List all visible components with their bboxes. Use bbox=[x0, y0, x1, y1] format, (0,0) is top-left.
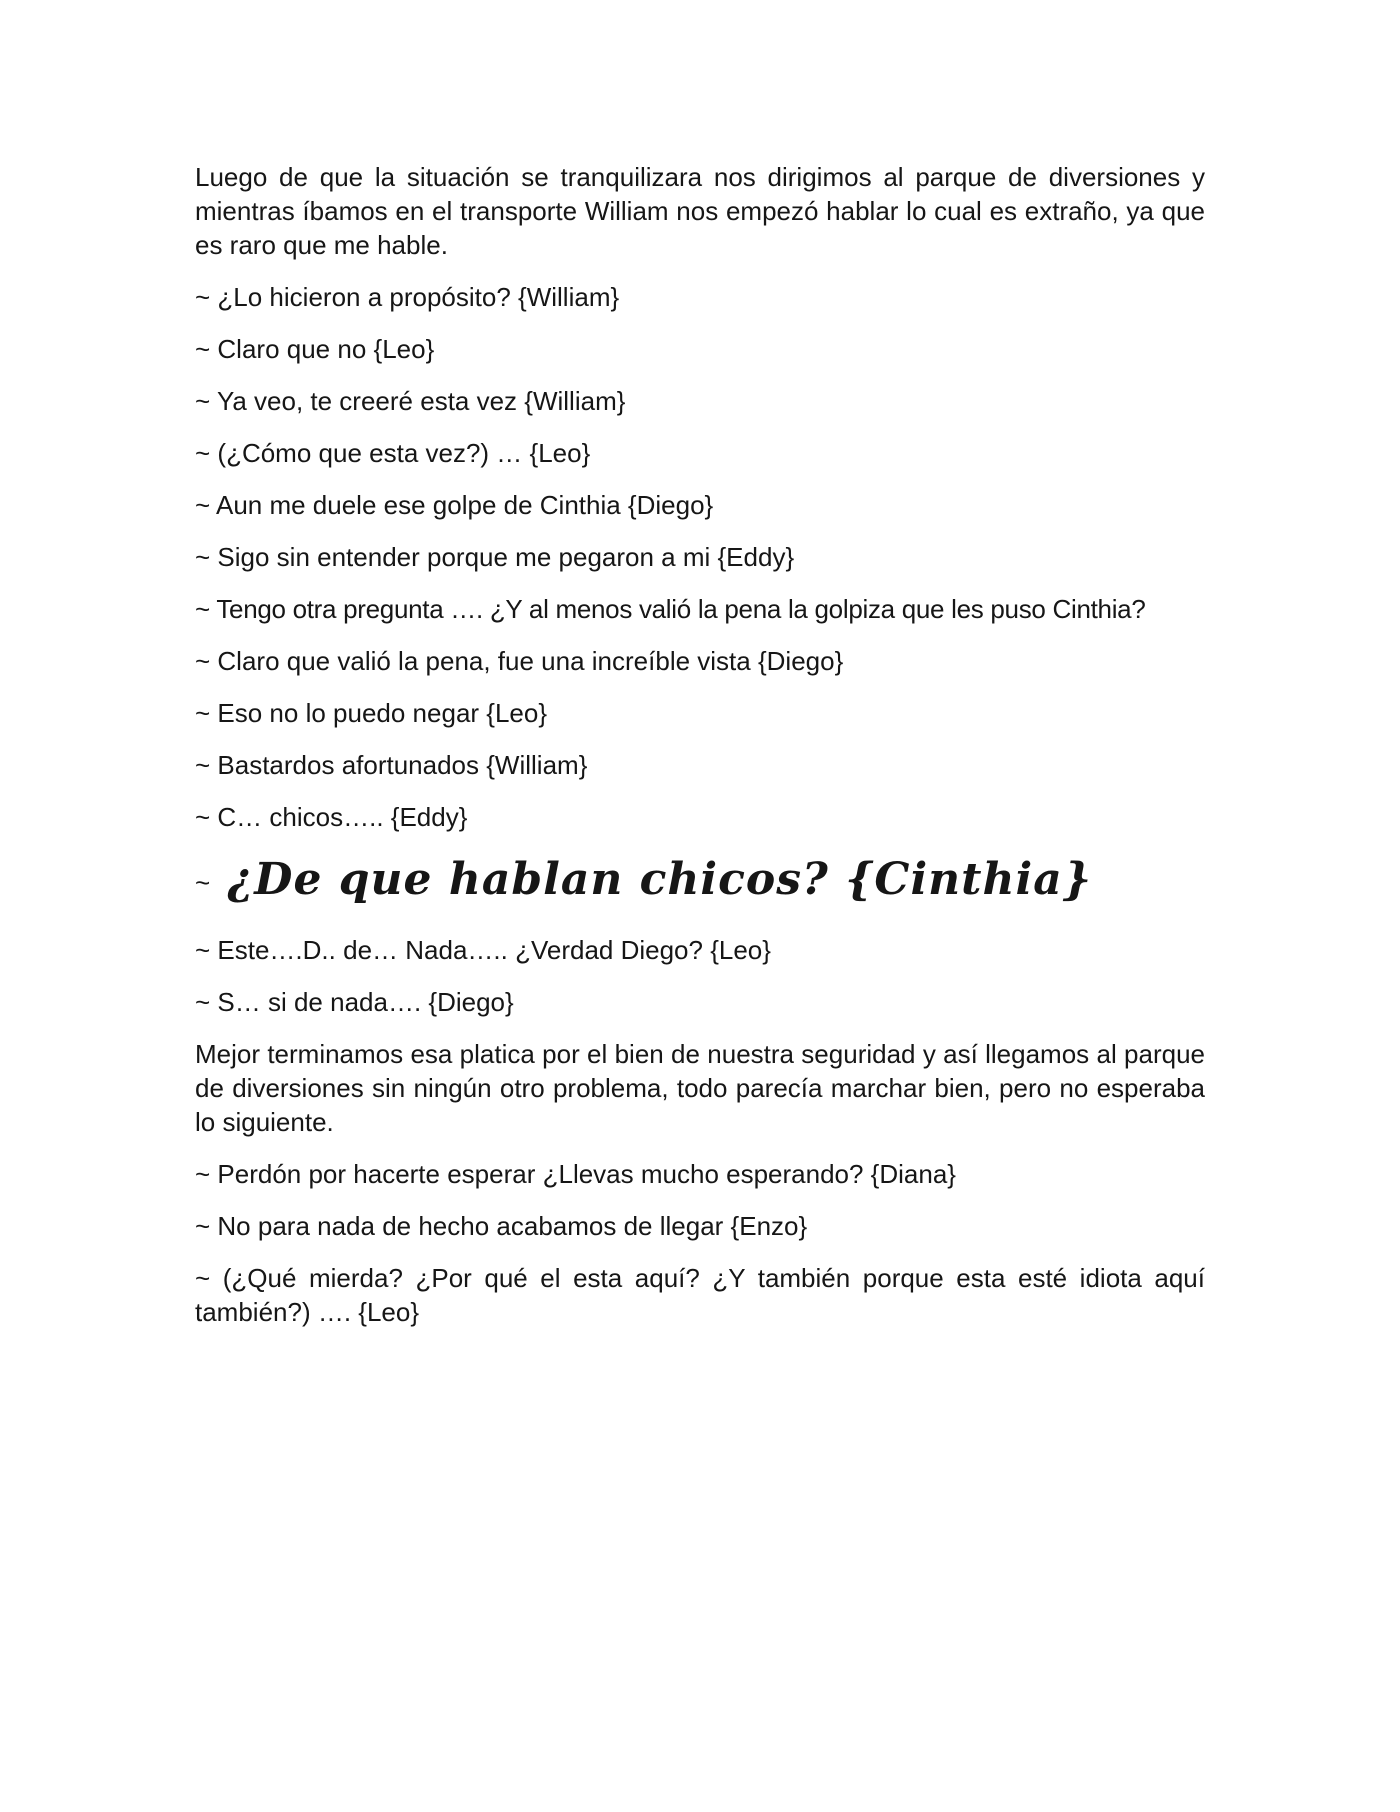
dialogue-line: ~ ¿Lo hicieron a propósito? {William} bbox=[195, 282, 620, 312]
paragraph-intro: Luego de que la situación se tranquilizara nos dirigimos al parque de diversiones y mientras íbamos en el transporte William nos empezó hablar lo cual es extraño, ya que es raro que me hable. bbox=[195, 162, 1205, 260]
dialogue-line: ~ Eso no lo puedo negar {Leo} bbox=[195, 698, 548, 728]
dialogue-line: ~ Bastardos afortunados {William} bbox=[195, 750, 588, 780]
dialogue-line: ~ S… si de nada…. {Diego} bbox=[195, 986, 514, 1017]
dialogue-line: ~ No para nada de hecho acabamos de llegar {Enzo} bbox=[195, 1210, 808, 1241]
paragraph-middle: Mejor terminamos esa platica por el bien de nuestra seguridad y así llegamos al parque de diversiones sin ningún otro problema, todo parecía marchar bien, pero no esperaba lo siguiente. bbox=[195, 1038, 1205, 1137]
document-body bbox=[195, 160, 1205, 1347]
dialogue-line: ~ Este….D.. de… Nada….. ¿Verdad Diego? {Leo} bbox=[195, 934, 771, 965]
shout-text: ¿De que hablan chicos? {Cinthia} bbox=[227, 854, 1092, 905]
dialogue-line: ~ Claro que no {Leo} bbox=[195, 334, 435, 364]
dialogue-line: ~ Aun me duele ese golpe de Cinthia {Diego} bbox=[195, 490, 714, 520]
dialogue-line: ~ (¿Qué mierda? ¿Por qué el esta aquí? ¿Y también porque esta esté idiota aquí también?) …. {Leo} bbox=[195, 1262, 1205, 1327]
shout-tilde: ~ bbox=[195, 867, 212, 898]
dialogue-line: ~ C… chicos….. {Eddy} bbox=[195, 802, 468, 832]
dialogue-line: ~ Ya veo, te creeré esta vez {William} bbox=[195, 386, 626, 416]
dialogue-line: ~ (¿Cómo que esta vez?) … {Leo} bbox=[195, 438, 591, 468]
shout-line bbox=[195, 852, 1205, 911]
dialogue-line: ~ Sigo sin entender porque me pegaron a mi {Eddy} bbox=[195, 542, 795, 572]
dialogue-line: ~ Claro que valió la pena, fue una increíble vista {Diego} bbox=[195, 646, 844, 676]
dialogue-line: ~ Tengo otra pregunta …. ¿Y al menos valió la pena la golpiza que les puso Cinthia? bbox=[195, 594, 1146, 624]
dialogue-line: ~ Perdón por hacerte esperar ¿Llevas mucho esperando? {Diana} bbox=[195, 1158, 956, 1189]
